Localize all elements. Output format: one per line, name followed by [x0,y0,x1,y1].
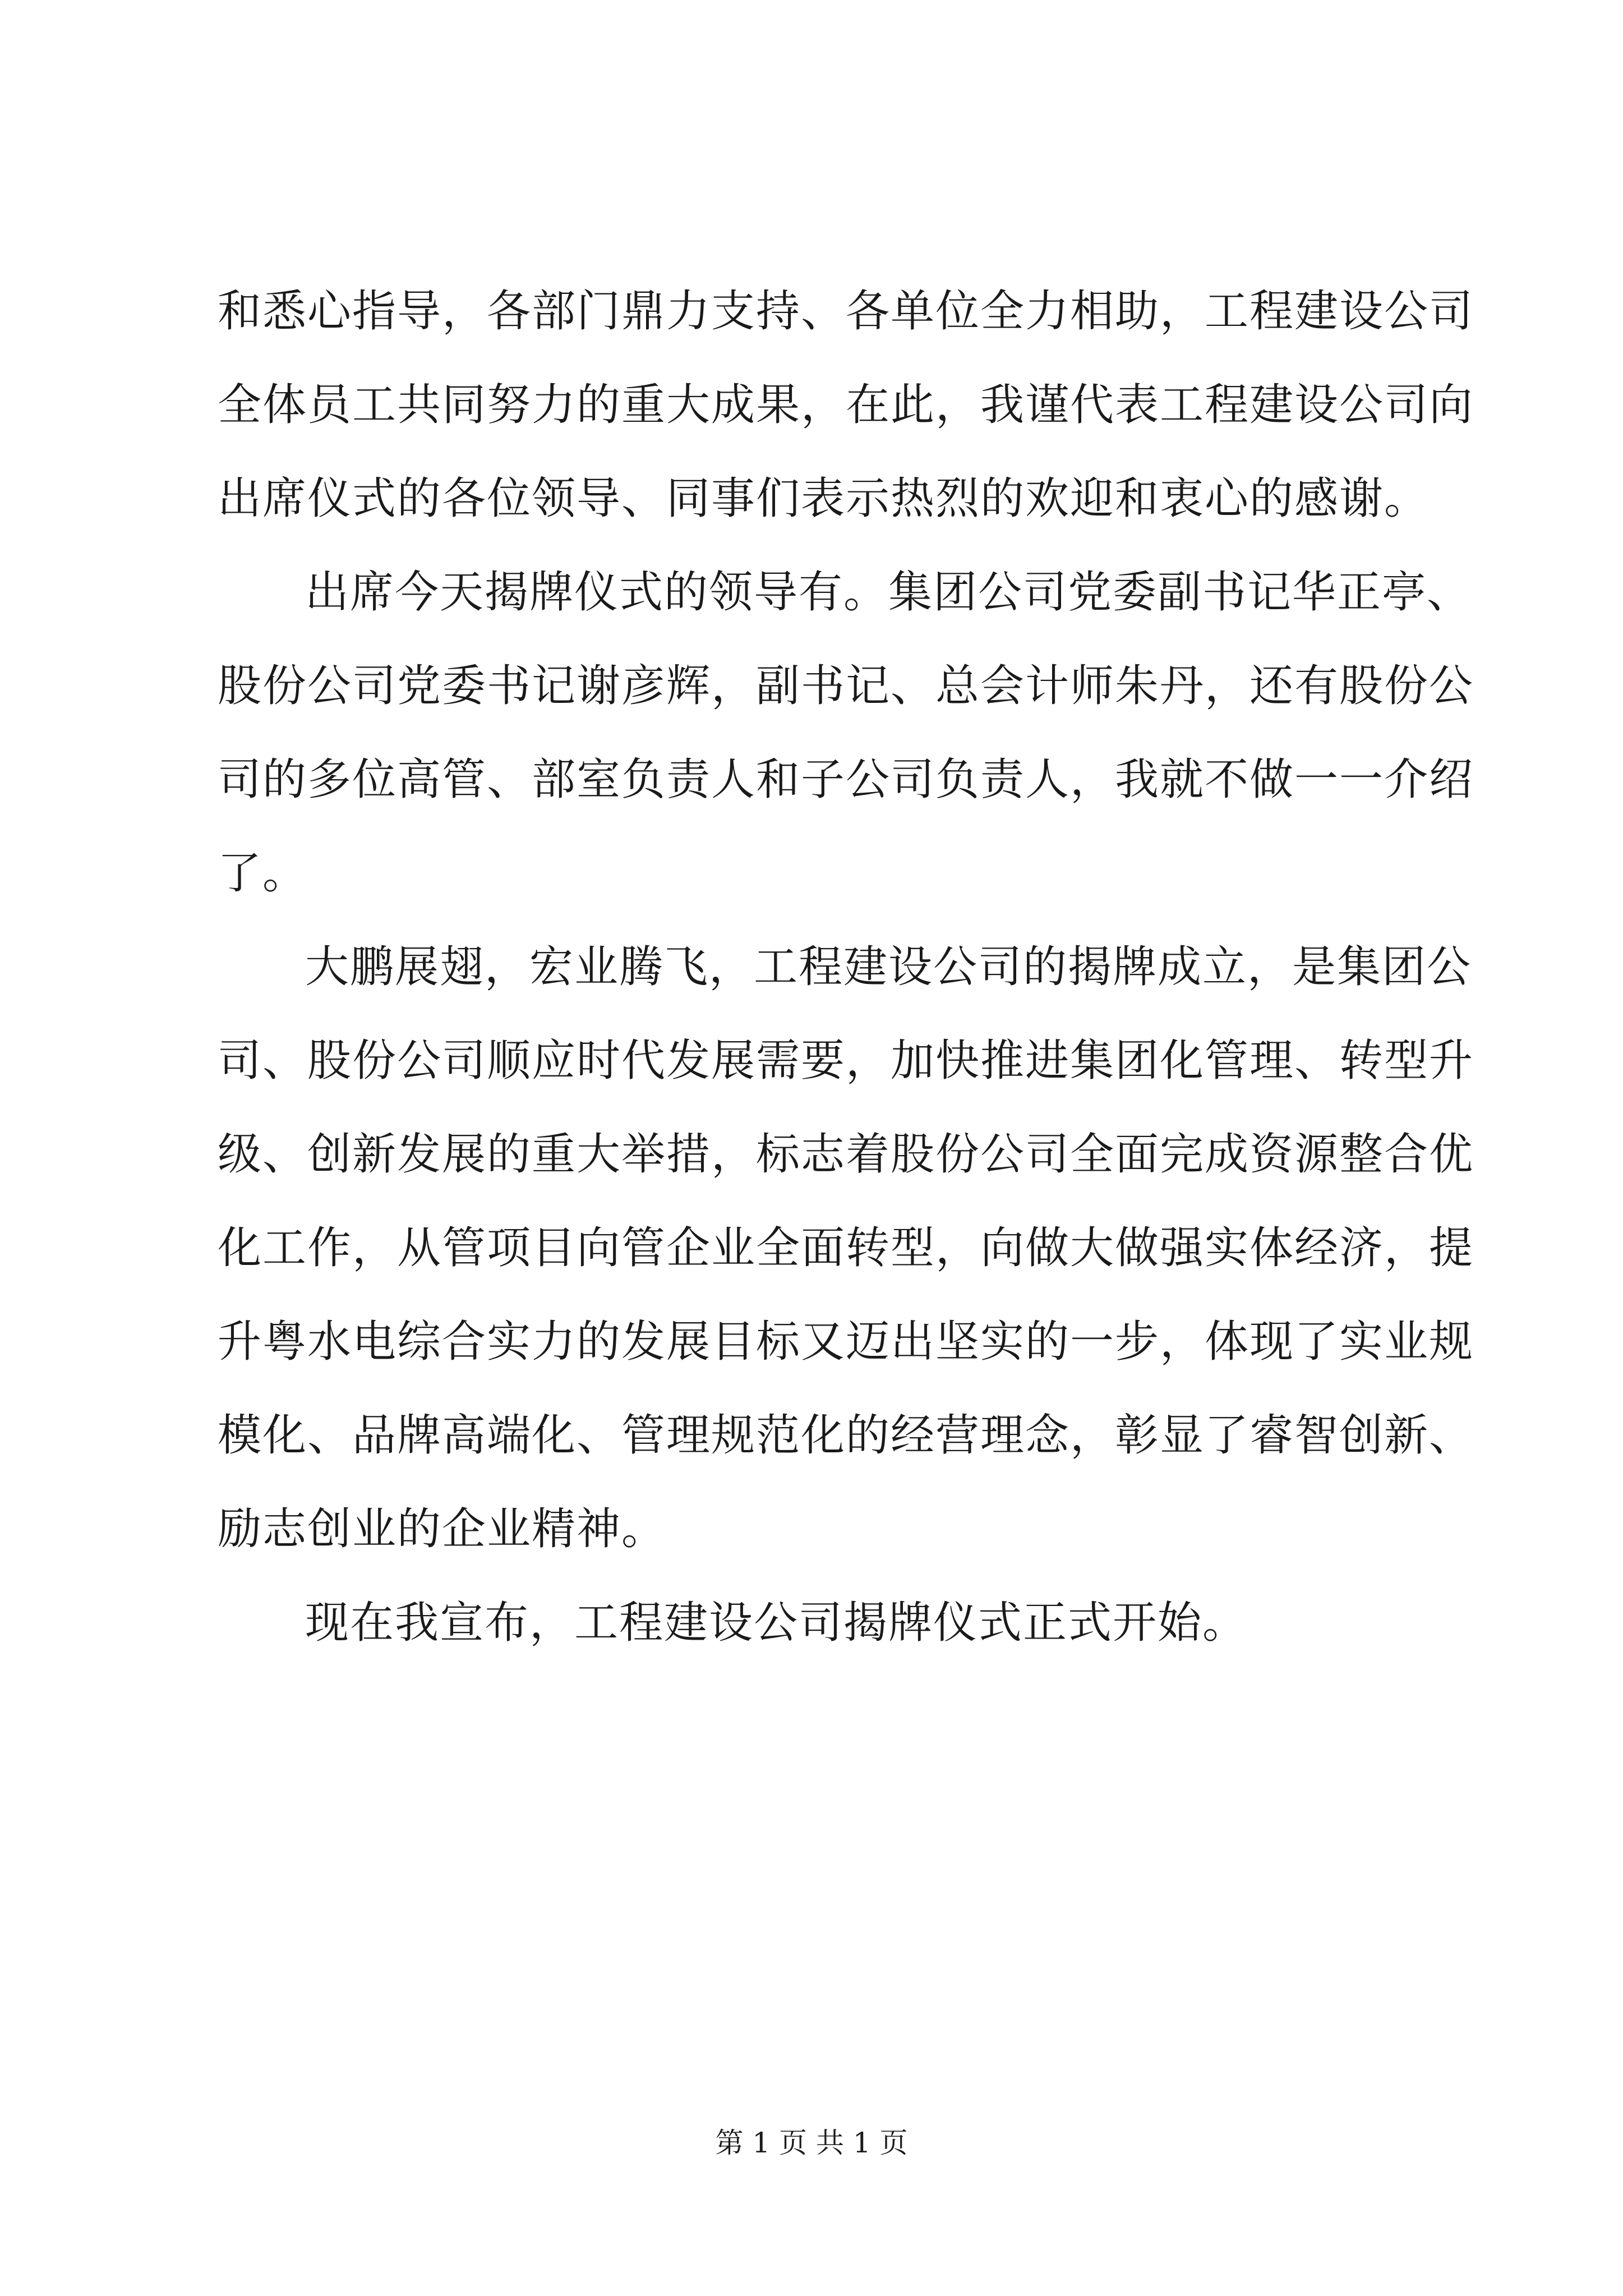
paragraph-3-line-3: 级、创新发展的重大举措，标志着股份公司全面完成资源整合优 [218,1129,1474,1180]
paragraph-1-line-1: 和悉心指导，各部门鼎力支持、各单位全力相助，工程建设公司 [218,286,1474,337]
paragraph-2-line-4: 了。 [218,848,308,899]
paragraph-2-line-3: 司的多位高管、部室负责人和子公司负责人，我就不做一一介绍 [218,754,1474,805]
paragraph-2-line-2: 股份公司党委书记谢彦辉，副书记、总会计师朱丹，还有股份公 [218,661,1474,711]
paragraph-2-line-1: 出席今天揭牌仪式的领导有。集团公司党委副书记华正亭、 [305,567,1472,618]
paragraph-3-line-5: 升粤水电综合实力的发展目标又迈出坚实的一步，体现了实业规 [218,1317,1474,1367]
paragraph-3-line-1: 大鹏展翅，宏业腾飞，工程建设公司的揭牌成立，是集团公 [305,942,1472,992]
document-body [218,265,1474,1670]
paragraph-3-line-7: 励志创业的企业精神。 [218,1504,667,1554]
page-number-label: 第 1 页 共 1 页 [715,2127,908,2159]
paragraph-1-line-2: 全体员工共同努力的重大成果，在此，我谨代表工程建设公司向 [218,380,1474,430]
paragraph-1-line-3: 出席仪式的各位领导、同事们表示热烈的欢迎和衷心的感谢。 [218,473,1430,524]
paragraph-4-line-1: 现在我宣布，工程建设公司揭牌仪式正式开始。 [305,1598,1248,1648]
paragraph-3-line-6: 模化、品牌高端化、管理规范化的经营理念，彰显了睿智创新、 [218,1410,1474,1461]
paragraph-3-line-2: 司、股份公司顺应时代发展需要，加快推进集团化管理、转型升 [218,1036,1474,1086]
paragraph-3-line-4: 化工作，从管项目向管企业全面转型，向做大做强实体经济，提 [218,1223,1474,1273]
page-footer [0,2120,1623,2161]
